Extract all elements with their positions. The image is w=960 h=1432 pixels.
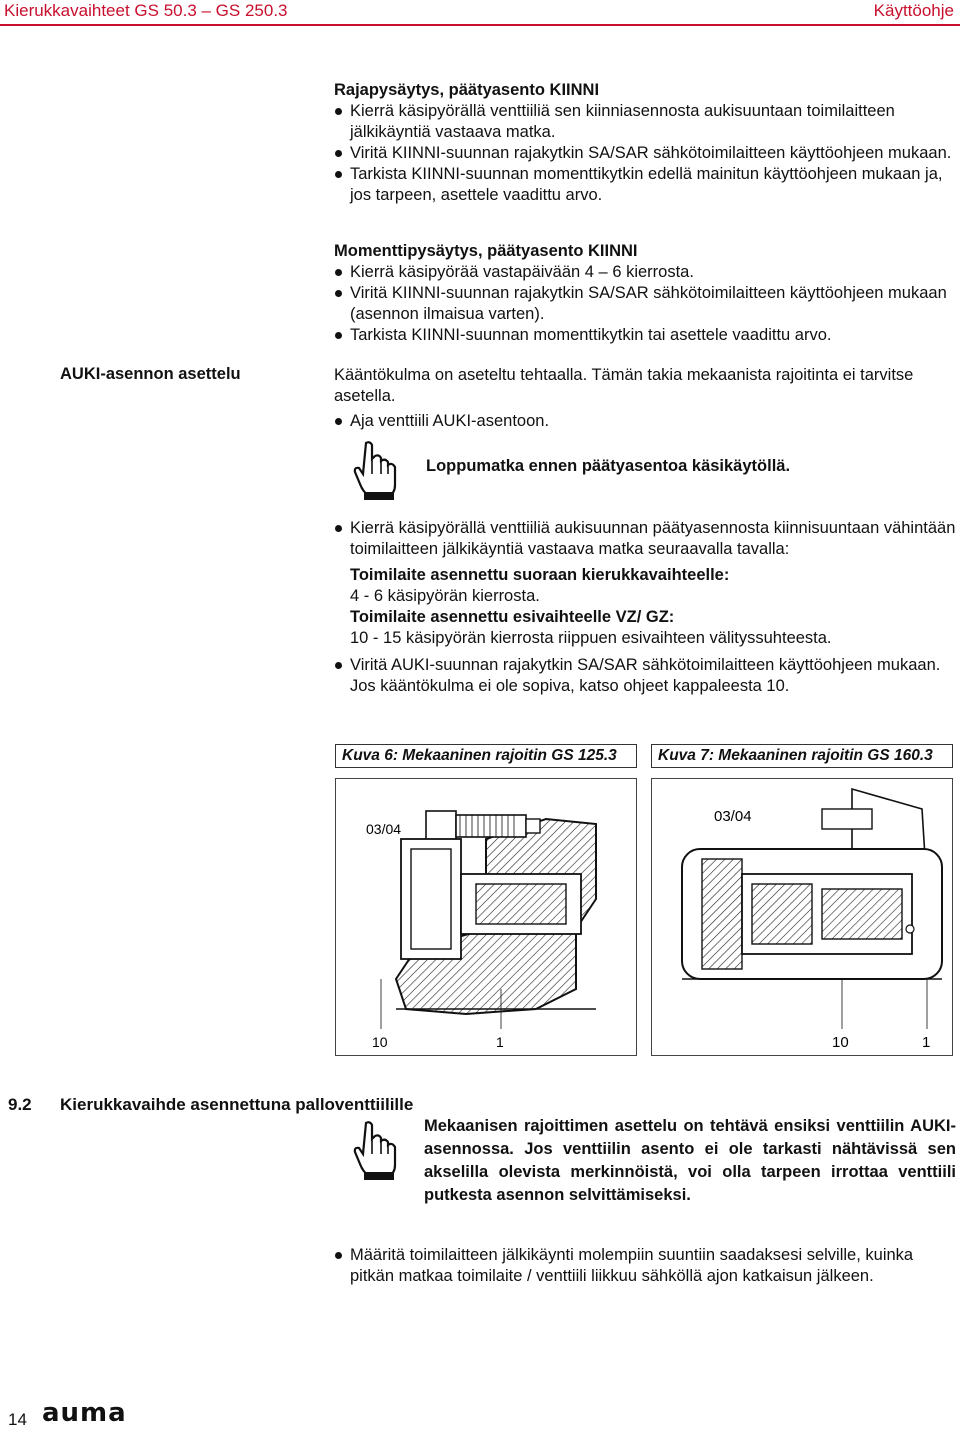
list-item: Aja venttiili AUKI-asentoon. bbox=[334, 411, 934, 432]
header-doc-type: Käyttöohje bbox=[873, 1, 954, 20]
header-title: Kierukkavaihteet GS 50.3 – GS 250.3 bbox=[4, 1, 288, 20]
sub-text-direct: 4 - 6 käsipyörän kierrosta. bbox=[350, 587, 540, 605]
section-heading: Kierukkavaihde asennettuna palloventtiilille bbox=[60, 1095, 414, 1114]
list-item: Viritä KIINNI-suunnan rajakytkin SA/SAR sähkötoimilaitteen käyttöohjeen mukaan (asennon ilmaisua varten). bbox=[334, 283, 956, 325]
open-procedure bbox=[334, 518, 956, 697]
page-number: 14 bbox=[8, 1410, 27, 1429]
figure-7-label-1: 1 bbox=[922, 1034, 931, 1051]
figure-6-title: Kuva 6: Mekaaninen rajoitin GS 125.3 bbox=[335, 744, 637, 768]
section-number: 9.2 bbox=[8, 1095, 32, 1114]
open-intro: Kääntökulma on aseteltu tehtaalla. Tämän takia mekaanista rajoitinta ei tarvitse asetella. bbox=[334, 366, 914, 405]
figure-7-code: 03/04 bbox=[714, 808, 752, 825]
header-rule bbox=[0, 24, 960, 26]
list-item: Kierrä käsipyörää vastapäivään 4 – 6 kierrosta. bbox=[334, 262, 956, 283]
ball-valve-procedure bbox=[334, 1245, 956, 1287]
list-item: Tarkista KIINNI-suunnan momenttikytkin tai asettele vaadittu arvo. bbox=[334, 325, 956, 346]
figure-6-label-10: 10 bbox=[372, 1034, 388, 1050]
section-title: Rajapysäytys, päätyasento KIINNI bbox=[334, 81, 600, 99]
list-item: Viritä AUKI-suunnan rajakytkin SA/SAR sähkötoimilaitteen käyttöohjeen mukaan. bbox=[334, 655, 956, 676]
section-title: Momenttipysäytys, päätyasento KIINNI bbox=[334, 242, 638, 260]
figure-6-code: 03/04 bbox=[366, 821, 402, 837]
sub-title-pregear: Toimilaite asennettu esivaihteelle VZ/ GZ: bbox=[350, 608, 675, 626]
sub-text-pregear: 10 - 15 käsipyörän kierrosta riippuen esivaihteen välityssuhteesta. bbox=[350, 629, 832, 647]
open-bullet-1 bbox=[334, 411, 934, 432]
auma-logo: auma bbox=[42, 1398, 127, 1428]
bullet-list bbox=[334, 101, 956, 206]
list-item: Määritä toimilaitteen jälkikäynti molempiin suuntiin saadaksesi selville, kuinka pitkän matkaa toimilaite / venttiili liikkuu sähköllä ajon katkaisun jälkeen. bbox=[334, 1245, 956, 1287]
hand-pointer-icon bbox=[352, 440, 402, 502]
side-label-open-setting: AUKI-asennon asettelu bbox=[60, 365, 241, 383]
list-item: Kierrä käsipyörällä venttiiliä sen kiinniasennosta aukisuuntaan toimilaitteen jälkikäyntiä vastaava matka. bbox=[334, 101, 956, 143]
page-header bbox=[0, 0, 960, 22]
figure-6-drawing bbox=[335, 778, 637, 1056]
list-item: Kierrä käsipyörällä venttiiliä aukisuunnan päätyasennosta kiinnisuuntaan vähintään toimilaitteen jälkikäyntiä vastaava matka seuraavalla tavalla: bbox=[334, 518, 956, 560]
figure-7-title: Kuva 7: Mekaaninen rajoitin GS 160.3 bbox=[651, 744, 953, 768]
hand-pointer-icon bbox=[352, 1120, 402, 1182]
figure-6-label-1: 1 bbox=[496, 1034, 504, 1050]
list-item: Tarkista KIINNI-suunnan momenttikytkin edellä mainitun käyttöohjeen mukaan ja, jos tarpeen, asettele vaadittu arvo. bbox=[334, 164, 956, 206]
list-item: Viritä KIINNI-suunnan rajakytkin SA/SAR sähkötoimilaitteen käyttöohjeen mukaan. bbox=[334, 143, 956, 164]
section-torque-closed bbox=[334, 241, 956, 346]
bullet-list bbox=[334, 262, 956, 346]
sub-text-reference: Jos kääntökulma ei ole sopiva, katso ohjeet kappaleesta 10. bbox=[350, 677, 790, 695]
figure-7-drawing bbox=[651, 778, 953, 1056]
section-limit-closed bbox=[334, 80, 956, 206]
open-note: Loppumatka ennen päätyasentoa käsikäytöllä. bbox=[426, 457, 791, 475]
sub-title-direct: Toimilaite asennettu suoraan kierukkavaihteelle: bbox=[350, 566, 730, 584]
figure-7-label-10: 10 bbox=[832, 1034, 849, 1051]
ball-valve-note: Mekaanisen rajoittimen asettelu on tehtävä ensiksi venttiilin AUKI-asennossa. Jos venttiilin asento ei ole tarkasti nähtävissä sen akselilla olevista merkinnöistä, voi olla tarpeen irrottaa venttiili putkesta asennon selvittämiseksi. bbox=[424, 1117, 956, 1204]
